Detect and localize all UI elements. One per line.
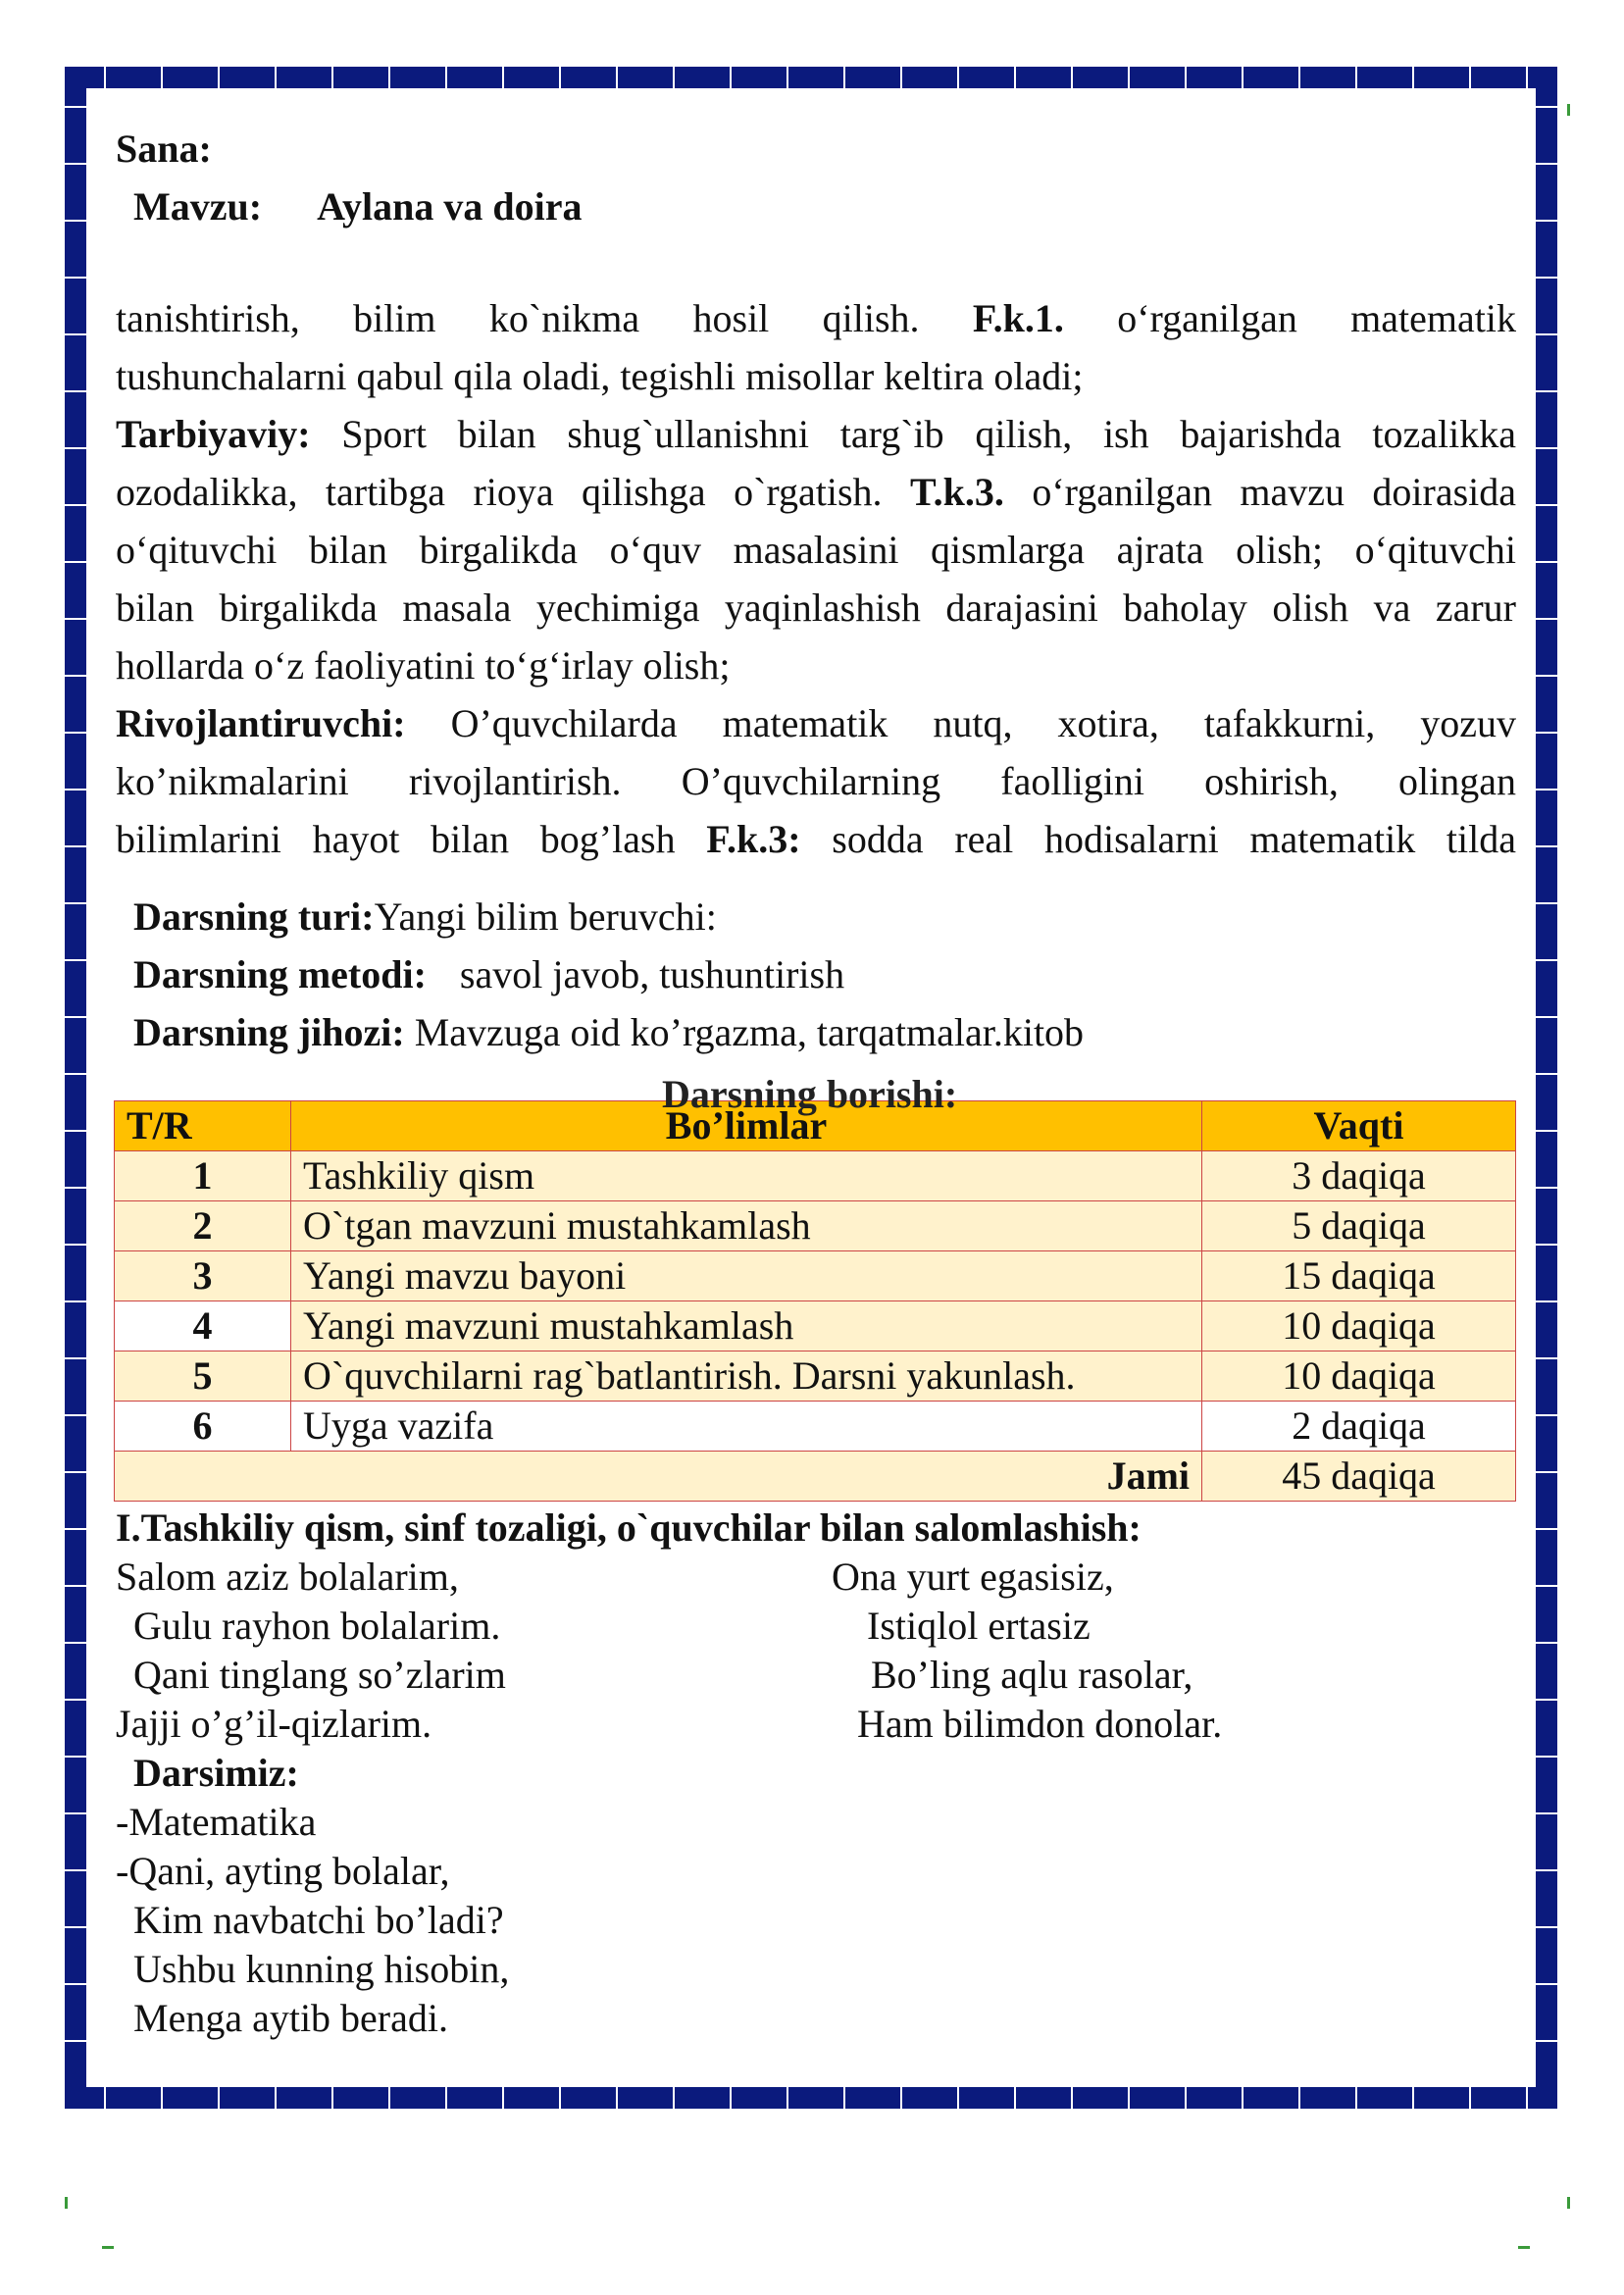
border-tick — [65, 1869, 86, 1871]
border-tick — [65, 902, 86, 904]
border-tick — [65, 1414, 86, 1416]
verse-line: Ushbu kunning hisobin, — [133, 1947, 510, 1991]
table-row — [115, 1352, 1516, 1402]
border-tick — [730, 67, 732, 88]
table-total-row — [115, 1452, 1516, 1502]
tarbiyaviy-line: bilan birgalikda masala yechimiga yaqinlashish darajasini baholay olish va zarur — [116, 586, 1516, 630]
border-tick — [65, 1471, 86, 1473]
darsimiz-label: Darsimiz: — [133, 1751, 299, 1795]
border-tick — [65, 1642, 86, 1644]
border-tick — [65, 1016, 86, 1018]
table-caption: Darsning borishi: — [662, 1072, 958, 1116]
row-number: 4 — [115, 1301, 291, 1352]
border-tick — [1536, 333, 1557, 335]
border-tick — [445, 67, 447, 88]
border-tick — [1536, 959, 1557, 961]
border-tick — [65, 504, 86, 506]
border-tick — [787, 67, 788, 88]
border-tick — [1536, 1756, 1557, 1758]
border-tick — [957, 2087, 959, 2109]
border-tick — [1536, 2040, 1557, 2042]
poem-line: Gulu rayhon bolalarim. — [133, 1604, 501, 1648]
border-tick — [1355, 67, 1357, 88]
border-tick — [843, 2087, 845, 2109]
border-tick — [104, 2087, 106, 2109]
lesson-method-line: Darsning metodi: savol javob, tushuntirish — [133, 952, 845, 996]
poem-line: Jajji o’g’il-qizlarim. — [116, 1702, 432, 1746]
clipped-goal-line — [116, 235, 1516, 289]
border-tick — [65, 789, 86, 790]
border-tick — [275, 2087, 277, 2109]
border-tick — [1536, 732, 1557, 734]
border-tick — [1536, 220, 1557, 222]
border-tick — [65, 333, 86, 335]
border-tick — [957, 67, 959, 88]
darsimiz-block — [116, 1749, 1516, 2043]
rivoj-line: bilimlarini hayot bilan bog’lash F.k.3: sodda real hodisalarni matematik tilda — [116, 817, 1517, 861]
border-tick — [65, 1528, 86, 1530]
border-tick — [218, 67, 220, 88]
border-tick — [65, 1585, 86, 1587]
lesson-equipment-line: Darsning jihozi: Mavzuga oid ko’rgazma, tarqatmalar.kitob — [133, 1010, 1085, 1054]
border-tick — [1298, 2087, 1300, 2109]
greeting-poem — [116, 1553, 1516, 1749]
border-tick — [1014, 2087, 1016, 2109]
verse-line: -Matematika — [116, 1800, 317, 1844]
border-tick — [1536, 106, 1557, 108]
border-tick — [1536, 675, 1557, 677]
topic-line — [116, 178, 1516, 235]
section-heading: I.Tashkiliy qism, sinf tozaligi, o`quvchilar bilan salomlashish: — [116, 1505, 1142, 1550]
border-tick — [1128, 2087, 1130, 2109]
border-tick — [673, 2087, 675, 2109]
table-header-cell: Vaqti — [1202, 1101, 1516, 1151]
border-tick — [388, 67, 390, 88]
poem-line: Bo’ling aqlu rasolar, — [871, 1653, 1193, 1697]
lesson-info-block — [116, 888, 1516, 1061]
border-tick — [1536, 1073, 1557, 1075]
row-section: O`tgan mavzuni mustahkamlash — [291, 1201, 1202, 1251]
border-tick — [1536, 1300, 1557, 1302]
poem-left-column — [116, 1553, 832, 1749]
border-tick — [65, 1699, 86, 1701]
corner-mark — [1567, 2197, 1570, 2209]
border-tick — [1536, 561, 1557, 563]
border-tick — [161, 2087, 163, 2109]
poem-line: Istiqlol ertasiz — [867, 1604, 1091, 1648]
border-tick — [65, 1187, 86, 1189]
verse-line: Kim navbatchi bo’ladi? — [133, 1898, 504, 1942]
topic-label: Mavzu: — [133, 184, 263, 229]
border-tick — [65, 2040, 86, 2042]
table-header-cell: Bo’limlar — [291, 1101, 1202, 1151]
border-tick — [1536, 447, 1557, 449]
border-tick — [1469, 67, 1471, 88]
table-row — [115, 1151, 1516, 1201]
border-tick — [1536, 1699, 1557, 1701]
border-tick — [65, 1244, 86, 1246]
border-tick — [502, 67, 504, 88]
border-tick — [65, 732, 86, 734]
border-tick — [1242, 2087, 1243, 2109]
row-number: 2 — [115, 1201, 291, 1251]
border-tick — [1526, 2087, 1528, 2109]
row-number: 1 — [115, 1151, 291, 1201]
row-section: Yangi mavzuni mustahkamlash — [291, 1301, 1202, 1352]
border-tick — [65, 561, 86, 563]
border-tick — [1536, 390, 1557, 392]
corner-mark — [102, 2246, 114, 2249]
border-tick — [1536, 845, 1557, 847]
border-tick — [1536, 1869, 1557, 1871]
border-tick — [275, 67, 277, 88]
border-tick — [559, 2087, 561, 2109]
border-tick — [1185, 67, 1187, 88]
row-time: 10 daqiqa — [1202, 1352, 1516, 1402]
date-line — [116, 120, 1516, 178]
border-tick — [1536, 1357, 1557, 1359]
tarbiyaviy-line: o‘qituvchi bilan birgalikda o‘quv masalasini qismlarga ajrata olish; o‘qituvchi — [116, 528, 1516, 572]
border-tick — [1536, 789, 1557, 790]
topic-value: Aylana va doira — [317, 184, 583, 229]
border-tick — [1536, 902, 1557, 904]
row-time: 3 daqiqa — [1202, 1151, 1516, 1201]
total-label: Jami — [115, 1452, 1202, 1502]
lesson-plan-table — [114, 1100, 1516, 1502]
border-tick — [388, 2087, 390, 2109]
poem-line: Ham bilimdon donolar. — [857, 1702, 1223, 1746]
border-tick — [559, 67, 561, 88]
border-tick — [1298, 67, 1300, 88]
border-tick — [1526, 67, 1528, 88]
border-tick — [65, 1983, 86, 1985]
border-tick — [1536, 1187, 1557, 1189]
border-tick — [161, 67, 163, 88]
row-number: 6 — [115, 1402, 291, 1452]
border-tick — [1536, 1130, 1557, 1132]
rivoj-line: ko’nikmalarini rivojlantirish. O’quvchilarning faolligini oshirish, olingan — [116, 759, 1516, 803]
border-tick — [616, 67, 618, 88]
row-number: 5 — [115, 1352, 291, 1402]
border-tick — [1071, 67, 1073, 88]
clipped-line — [116, 868, 1516, 888]
corner-mark — [1567, 104, 1570, 116]
border-tick — [1536, 1471, 1557, 1473]
verse-line: -Qani, ayting bolalar, — [116, 1849, 450, 1893]
border-tick — [218, 2087, 220, 2109]
row-time: 2 daqiqa — [1202, 1402, 1516, 1452]
objective-line: tushunchalarni qabul qila oladi, tegishli misollar keltira oladi; — [116, 354, 1084, 398]
border-tick — [1536, 1983, 1557, 1985]
border-tick — [65, 959, 86, 961]
lesson-plan-document — [116, 116, 1516, 2043]
border-tick — [65, 1073, 86, 1075]
row-section: Yangi mavzu bayoni — [291, 1251, 1202, 1301]
border-tick — [65, 1926, 86, 1928]
table-row — [115, 1201, 1516, 1251]
tarbiyaviy-line: Tarbiyaviy: Sport bilan shug`ullanishni targ`ib qilish, ish bajarishda tozalikka — [116, 412, 1517, 456]
tarbiyaviy-line: ozodalikka, tartibga rioya qilishga o`rgatish. T.k.3. o‘rganilgan mavzu doirasida — [116, 470, 1517, 514]
border-tick — [65, 1130, 86, 1132]
border-tick — [1536, 163, 1557, 165]
border-tick — [1014, 67, 1016, 88]
row-time: 5 daqiqa — [1202, 1201, 1516, 1251]
row-section: O`quvchilarni rag`batlantirish. Darsni yakunlash. — [291, 1352, 1202, 1402]
border-tick — [1536, 1585, 1557, 1587]
row-section: Uyga vazifa — [291, 1402, 1202, 1452]
border-tick — [65, 277, 86, 279]
border-tick — [65, 390, 86, 392]
border-tick — [843, 67, 845, 88]
border-tick — [1536, 618, 1557, 620]
border-tick — [445, 2087, 447, 2109]
verse-line: Menga aytib beradi. — [133, 1996, 448, 2040]
table-row — [115, 1251, 1516, 1301]
border-tick — [65, 106, 86, 108]
border-tick — [65, 845, 86, 847]
border-tick — [65, 675, 86, 677]
border-tick — [65, 1812, 86, 1814]
border-tick — [1536, 1528, 1557, 1530]
lesson-type-line: Darsning turi:Yangi bilim beruvchi: — [133, 894, 717, 939]
border-tick — [616, 2087, 618, 2109]
border-tick — [65, 163, 86, 165]
row-time: 15 daqiqa — [1202, 1251, 1516, 1301]
poem-right-column — [832, 1553, 1516, 1749]
date-label: Sana: — [116, 127, 212, 171]
rivoj-label: Rivojlantiruvchi: — [116, 701, 406, 745]
objective-line: tanishtirish, bilim ko`nikma hosil qilish. F.k.1. o‘rganilgan matematik — [116, 296, 1517, 340]
border-tick — [65, 1300, 86, 1302]
objectives-block — [116, 289, 1516, 868]
border-tick — [900, 67, 902, 88]
border-tick — [1412, 67, 1414, 88]
border-tick — [1469, 2087, 1471, 2109]
border-tick — [65, 447, 86, 449]
table-caption-wrap — [116, 1072, 1516, 1116]
corner-mark — [65, 2197, 68, 2209]
border-tick — [1536, 1926, 1557, 1928]
row-number: 3 — [115, 1251, 291, 1301]
rivoj-line: Rivojlantiruvchi: O’quvchilarda matematik nutq, xotira, tafakkurni, yozuv — [116, 701, 1517, 745]
border-tick — [1536, 504, 1557, 506]
row-section: Tashkiliy qism — [291, 1151, 1202, 1201]
border-tick — [900, 2087, 902, 2109]
border-tick — [1355, 2087, 1357, 2109]
border-tick — [1071, 2087, 1073, 2109]
border-tick — [1536, 277, 1557, 279]
border-tick — [331, 67, 333, 88]
border-tick — [65, 1357, 86, 1359]
border-tick — [1242, 67, 1243, 88]
border-tick — [730, 2087, 732, 2109]
border-tick — [104, 67, 106, 88]
border-tick — [65, 220, 86, 222]
tarbiyaviy-line: hollarda o‘z faoliyatini to‘g‘irlay olish; — [116, 643, 731, 688]
poem-line: Ona yurt egasisiz, — [832, 1555, 1114, 1599]
border-tick — [787, 2087, 788, 2109]
border-tick — [1536, 1016, 1557, 1018]
border-tick — [1185, 2087, 1187, 2109]
border-tick — [1128, 67, 1130, 88]
border-tick — [65, 1756, 86, 1758]
border-tick — [1536, 1642, 1557, 1644]
tarbiyaviy-label: Tarbiyaviy: — [116, 412, 311, 456]
total-time: 45 daqiqa — [1202, 1452, 1516, 1502]
corner-mark — [1518, 2246, 1530, 2249]
table-row — [115, 1402, 1516, 1452]
border-tick — [1536, 1812, 1557, 1814]
row-time: 10 daqiqa — [1202, 1301, 1516, 1352]
border-tick — [1536, 1244, 1557, 1246]
poem-line: Salom aziz bolalarim, — [116, 1555, 459, 1599]
border-tick — [331, 2087, 333, 2109]
table-row — [115, 1301, 1516, 1352]
poem-line: Qani tinglang so’zlarim — [133, 1653, 506, 1697]
border-tick — [1412, 2087, 1414, 2109]
table-header-cell: T/R — [115, 1101, 291, 1151]
border-tick — [1536, 1414, 1557, 1416]
border-tick — [673, 67, 675, 88]
border-tick — [502, 2087, 504, 2109]
border-tick — [65, 618, 86, 620]
